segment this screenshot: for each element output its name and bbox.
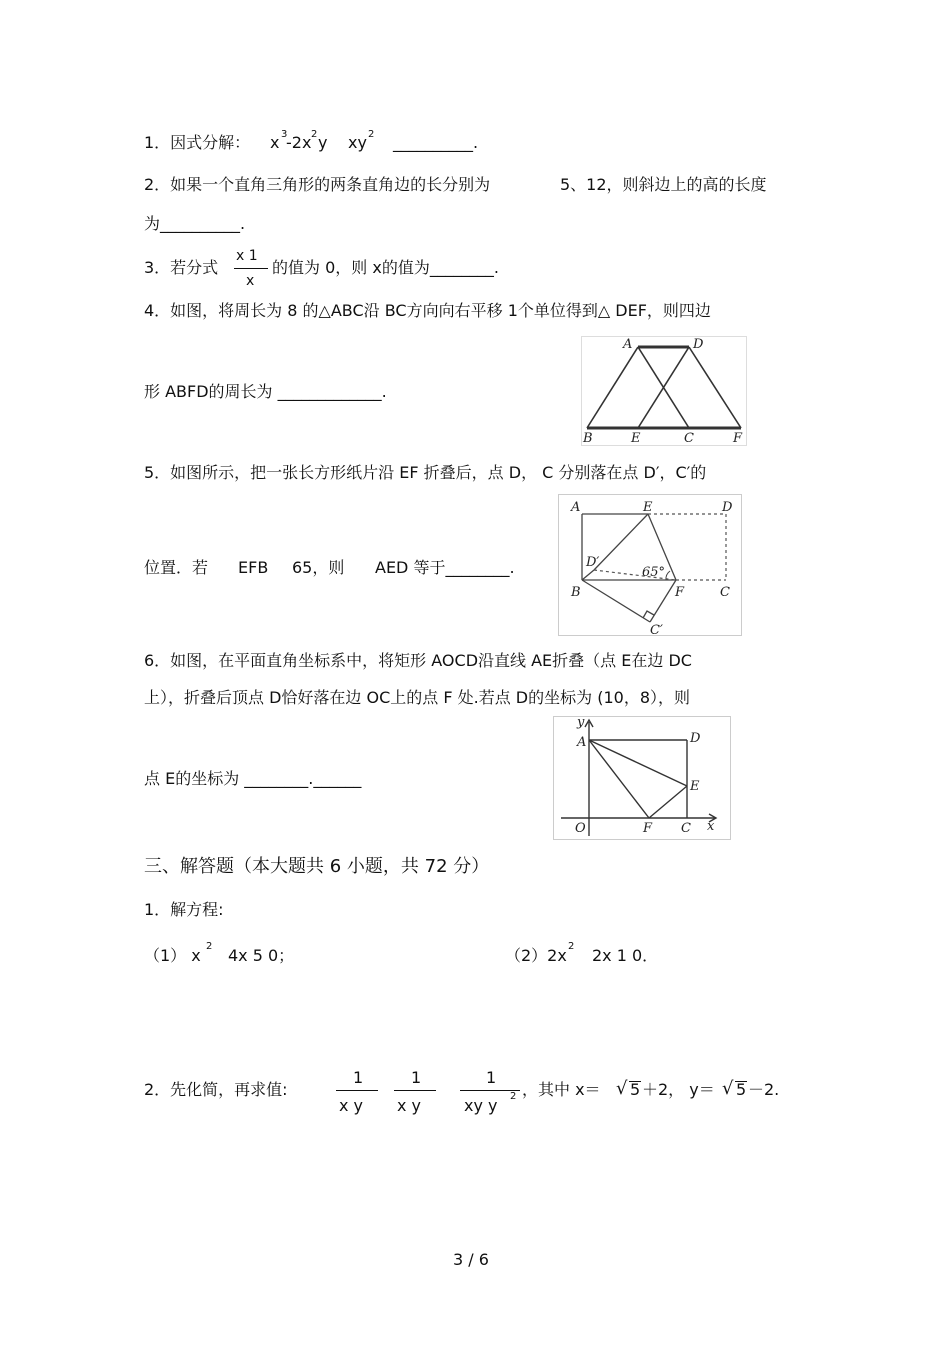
s2-frac2-bar — [394, 1090, 436, 1091]
q3-fraction-denominator: x — [246, 273, 255, 289]
q5-label-d: D — [722, 500, 733, 515]
q4-label-f: F — [733, 431, 743, 446]
s1-part2-a: （2）2x — [505, 946, 567, 965]
q6-label-e: E — [690, 779, 700, 794]
q1-term-y: y — [318, 133, 328, 152]
q6-label-y: y — [577, 716, 585, 730]
q5-line2-b: EFB — [238, 558, 269, 577]
q1-term-xy: xy — [348, 133, 367, 152]
s2-frac1-num: 1 — [353, 1068, 364, 1087]
s2-frac2-den: x y — [397, 1096, 422, 1115]
q3-tail: 的值为 0，则 x的值为________. — [272, 258, 499, 277]
q5-label-f: F — [675, 585, 685, 600]
s2-tail3: －2. — [748, 1080, 780, 1099]
q2-values: 5、12，则斜边上的高的长度 — [560, 175, 767, 194]
s2-tail2: ＋2， y＝ — [642, 1080, 715, 1099]
q6-label-a: A — [577, 735, 587, 750]
q4-label-a: A — [623, 337, 633, 352]
s2-lead: 2．先化简，再求值: — [144, 1080, 288, 1099]
q4-label-b: B — [583, 431, 593, 446]
s2-frac3-num: 1 — [486, 1068, 497, 1087]
q4-label-c: C — [684, 431, 694, 446]
s1-part2-b: 2x 1 0． — [592, 946, 659, 965]
s1-part1-b: 4x 5 0； — [228, 946, 295, 965]
q4-line1: 4．如图，将周长为 8 的△ABC沿 BC方向向右平移 1个单位得到△ DEF，则四边 — [144, 301, 711, 320]
q5-label-d-prime: D′ — [586, 555, 600, 570]
s1-part1-exp: 2 — [206, 941, 213, 952]
q5-label-b: B — [571, 585, 581, 600]
q6-figure — [553, 716, 731, 840]
q1-exp2: 2 — [311, 129, 318, 140]
q6-label-o: O — [575, 821, 586, 836]
q6-label-c: C — [681, 821, 691, 836]
q5-line2-c: 65，则 — [292, 558, 345, 577]
s2-tail1: ，其中 x＝ — [522, 1080, 601, 1099]
q2-line1: 2．如果一个直角三角形的两条直角边的长分别为 — [144, 175, 491, 194]
q3-lead: 3．若分式 — [144, 258, 219, 277]
sqrt-icon: √ — [616, 1078, 628, 1099]
q5-label-a: A — [571, 500, 581, 515]
q1-term-2x: -2x — [286, 133, 312, 152]
q4-line2: 形 ABFD的周长为 _____________. — [144, 382, 387, 401]
q6-line2: 上），折叠后顶点 D恰好落在边 OC上的点 F 处.若点 D的坐标为 (10，8），则 — [144, 688, 690, 707]
q2-line2: 为__________. — [144, 214, 246, 233]
s1-title: 1．解方程: — [144, 900, 224, 919]
s2-frac3-den: xy y — [464, 1096, 498, 1115]
q1-exp1: 3 — [281, 129, 288, 140]
s2-frac3-exp: 2 — [510, 1091, 517, 1102]
s2-frac1-den: x y — [339, 1096, 364, 1115]
sqrt-icon: √ — [722, 1078, 734, 1099]
q6-label-d: D — [690, 731, 701, 746]
q6-line3: 点 E的坐标为 ________.______ — [144, 769, 362, 788]
q1-blank: __________. — [393, 133, 479, 152]
q5-line1: 5．如图所示，把一张长方形纸片沿 EF 折叠后，点 D， C 分别落在点 D′，C′的 — [144, 463, 707, 482]
q5-label-e: E — [643, 500, 653, 515]
s2-frac2-num: 1 — [411, 1068, 422, 1087]
q6-label-x: x — [707, 819, 715, 834]
q3-fraction-bar — [234, 268, 268, 269]
q1-number: 1．因式分解： — [144, 133, 251, 152]
q5-label-angle: 65° — [642, 565, 666, 580]
q3-fraction-numerator: x 1 — [236, 248, 258, 264]
q5-label-c-prime: C′ — [650, 623, 663, 636]
q5-line2-a: 位置．若 — [144, 558, 209, 577]
s2-radicand2: 5 — [736, 1080, 747, 1099]
page-number: 3 / 6 — [453, 1250, 489, 1269]
section-3-heading: 三、解答题（本大题共 6 小题，共 72 分） — [144, 856, 490, 877]
s1-part2-exp: 2 — [568, 941, 575, 952]
q4-label-d: D — [693, 337, 704, 352]
q4-figure — [581, 336, 747, 446]
s2-radicand1: 5 — [630, 1080, 641, 1099]
q1-term-x: x — [270, 133, 280, 152]
q6-label-f: F — [643, 821, 653, 836]
q5-line2-d: AED 等于________. — [375, 558, 515, 577]
q6-line1: 6．如图，在平面直角坐标系中，将矩形 AOCD沿直线 AE折叠（点 E在边 DC — [144, 651, 692, 670]
q5-label-c: C — [720, 585, 730, 600]
q1-exp3: 2 — [368, 129, 375, 140]
s2-frac1-bar — [336, 1090, 378, 1091]
s1-part1-a: （1） x — [144, 946, 201, 965]
q4-label-e: E — [631, 431, 641, 446]
q5-figure — [558, 494, 742, 636]
